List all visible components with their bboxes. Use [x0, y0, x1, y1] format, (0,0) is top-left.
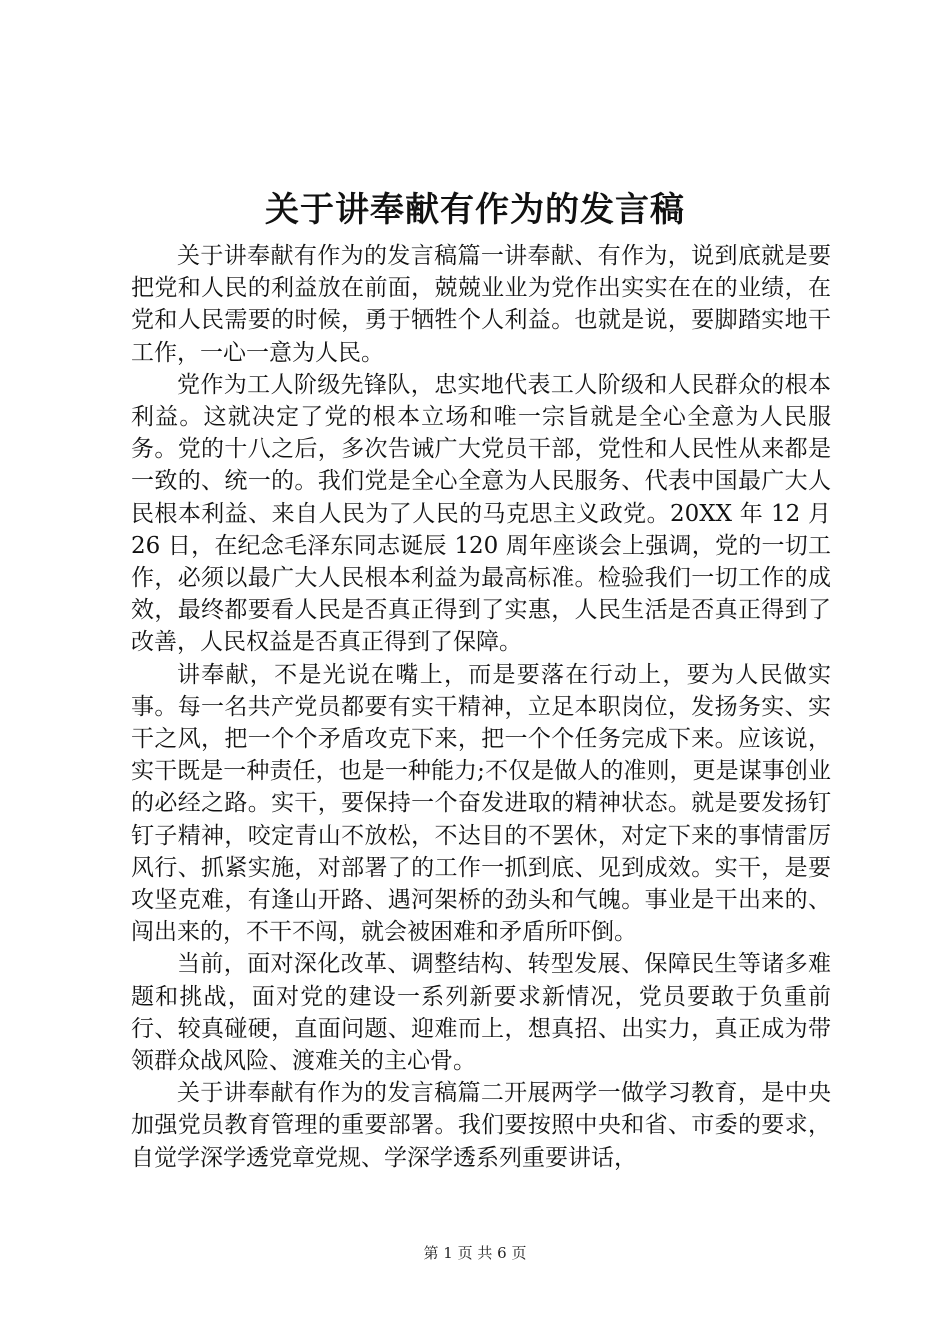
paragraph: 党作为工人阶级先锋队，忠实地代表工人阶级和人民群众的根本利益。这就决定了党的根本立场和唯一宗旨就是全心全意为人民服务。党的十八之后，多次告诫广大党员干部，党性和人民性从来都是一致的、统一的。我们党是全心全意为人民服务、代表中国最广大人民根本利益、来自人民为了人民的马克思主义政党。20XX 年 12 月 26 日，在纪念毛泽东同志诞辰 120 周年座谈会上强调，党的一切工作，必须以最广大人民根本利益为最高标准。检验我们一切工作的成效，最终都要看人民是否真正得到了实惠，人民生活是否真正得到了改善，人民权益是否真正得到了保障。	[131, 371, 831, 656]
document-title: 关于讲奉献有作为的发言稿	[265, 190, 685, 230]
page-number-footer: 第 1 页 共 6 页	[423, 1244, 527, 1262]
paragraph: 关于讲奉献有作为的发言稿篇二开展两学一做学习教育，是中央加强党员教育管理的重要部署。我们要按照中央和省、市委的要求，自觉学深学透党章党规、学深学透系列重要讲话，	[131, 1080, 831, 1171]
paragraph: 讲奉献，不是光说在嘴上，而是要落在行动上，要为人民做实事。每一名共产党员都要有实干精神，立足本职岗位，发扬务实、实干之风，把一个个矛盾攻克下来，把一个个任务完成下来。应该说，实干既是一种责任，也是一种能力;不仅是做人的准则，更是谋事创业的必经之路。实干，要保持一个奋发进取的精神状态。就是要发扬钉钉子精神，咬定青山不放松，不达目的不罢休，对定下来的事情雷厉风行、抓紧实施，对部署了的工作一抓到底、见到成效。实干，是要攻坚克难，有逢山开路、遇河架桥的劲头和气魄。事业是干出来的、闯出来的，不干不闯，就会被困难和矛盾所吓倒。	[131, 661, 831, 946]
paragraph: 当前，面对深化改革、调整结构、转型发展、保障民生等诸多难题和挑战，面对党的建设一系列新要求新情况，党员要敢于负重前行、较真碰硬，直面问题、迎难而上，想真招、出实力，真正成为带领群众战风险、渡难关的主心骨。	[131, 951, 831, 1075]
document-body	[131, 240, 831, 1174]
paragraph: 关于讲奉献有作为的发言稿篇一讲奉献、有作为，说到底就是要把党和人民的利益放在前面，兢兢业业为党作出实实在在的业绩，在党和人民需要的时候，勇于牺牲个人利益。也就是说，要脚踏实地干工作，一心一意为人民。	[131, 243, 831, 366]
